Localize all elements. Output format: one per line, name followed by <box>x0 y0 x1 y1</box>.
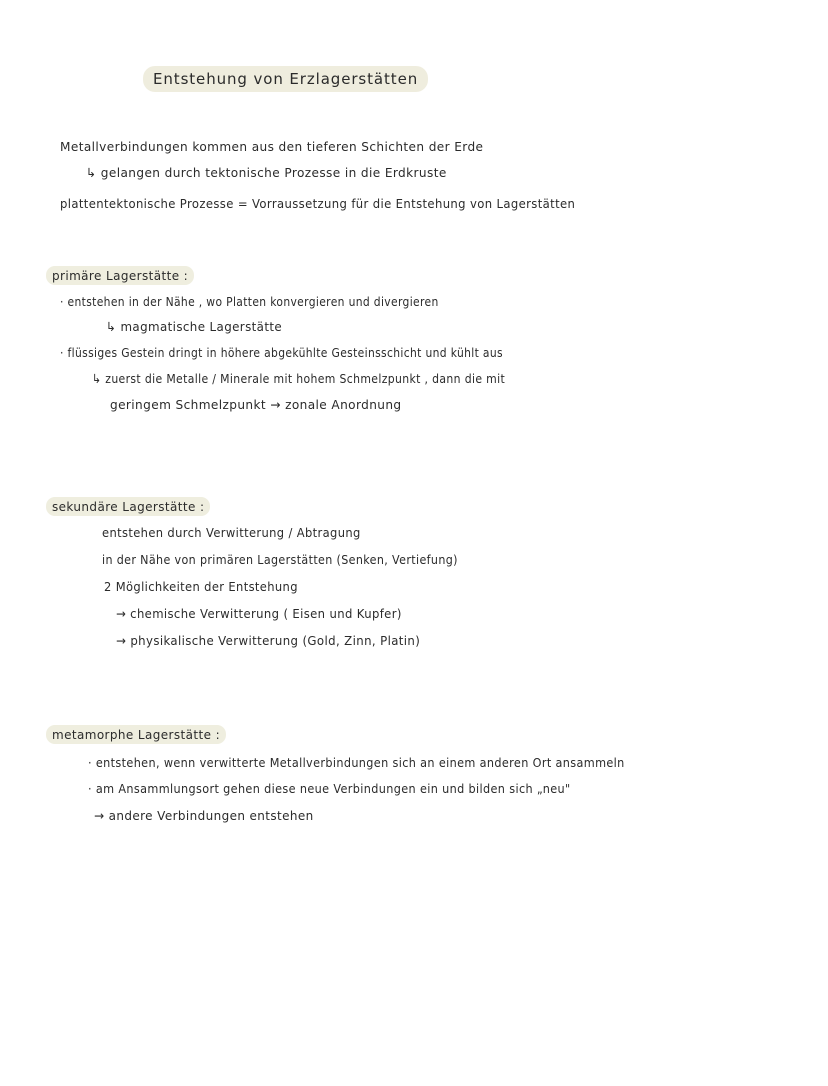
intro-line-2: ↳ gelangen durch tektonische Prozesse in die Erdkruste <box>86 165 447 180</box>
primary-line-1: · entstehen in der Nähe , wo Platten konvergieren und divergieren <box>60 294 439 309</box>
primary-line-4: ↳ zuerst die Metalle / Minerale mit hohem Schmelzpunkt , dann die mit <box>92 371 506 386</box>
primary-heading: primäre Lagerstätte : <box>52 268 189 283</box>
primary-line-5: geringem Schmelzpunkt → zonale Anordnung <box>110 397 402 412</box>
secondary-line-4: → chemische Verwitterung ( Eisen und Kupfer) <box>116 606 402 621</box>
primary-line-3: · flüssiges Gestein dringt in höhere abgekühlte Gesteinsschicht und kühlt aus <box>60 345 503 360</box>
secondary-line-5: → physikalische Verwitterung (Gold, Zinn, Platin) <box>116 633 421 648</box>
metamorphic-line-2: · am Ansammlungsort gehen diese neue Verbindungen ein und bilden sich „neu" <box>88 781 571 796</box>
metamorphic-heading: metamorphe Lagerstätte : <box>52 727 221 742</box>
metamorphic-line-1: · entstehen, wenn verwitterte Metallverbindungen sich an einem anderen Ort ansammeln <box>88 755 625 770</box>
intro-line-3: plattentektonische Prozesse = Vorraussetzung für die Entstehung von Lagerstätten <box>60 196 576 211</box>
metamorphic-heading-highlight <box>46 725 226 744</box>
secondary-heading-highlight <box>46 497 210 516</box>
page-title: Entstehung von Erzlagerstätten <box>153 70 419 88</box>
secondary-line-2: in der Nähe von primären Lagerstätten (Senken, Vertiefung) <box>102 552 458 567</box>
intro-line-1: Metallverbindungen kommen aus den tieferen Schichten der Erde <box>60 139 484 154</box>
secondary-heading: sekundäre Lagerstätte : <box>52 499 205 514</box>
secondary-line-3: 2 Möglichkeiten der Entstehung <box>104 579 298 594</box>
title-highlight <box>143 66 428 92</box>
primary-heading-highlight <box>46 266 194 285</box>
metamorphic-line-3: → andere Verbindungen entstehen <box>94 808 314 823</box>
primary-line-2: ↳ magmatische Lagerstätte <box>106 319 283 334</box>
secondary-line-1: entstehen durch Verwitterung / Abtragung <box>102 525 361 540</box>
